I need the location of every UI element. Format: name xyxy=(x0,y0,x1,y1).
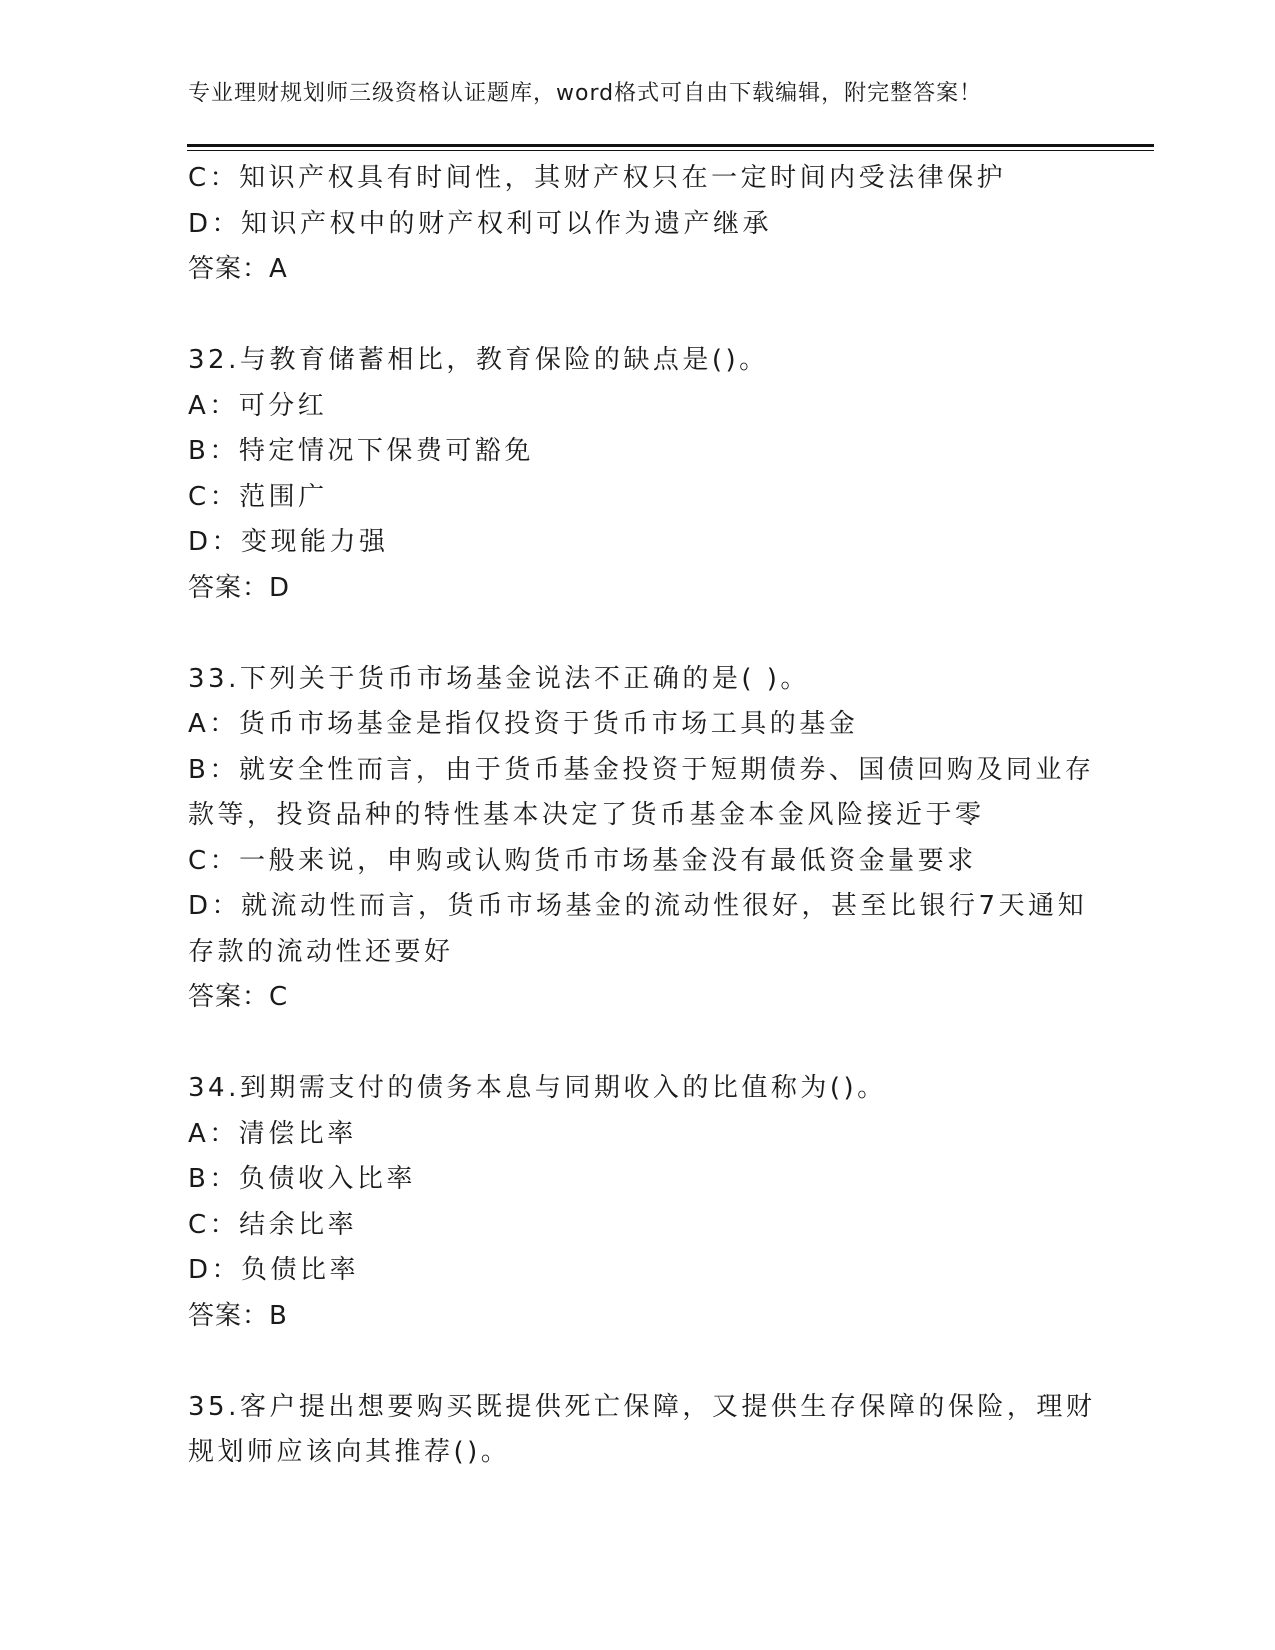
question-content xyxy=(188,156,1096,1476)
option-d: D：知识产权中的财产权利可以作为遗产继承 xyxy=(188,208,773,239)
question-32 xyxy=(188,338,1088,611)
option-b: B：负债收入比率 xyxy=(188,1164,416,1194)
answer-key: D xyxy=(269,572,291,603)
option-c: C：范围广 xyxy=(188,481,328,512)
spacer xyxy=(188,611,1088,657)
option-b: B：就安全性而言，由于货币基金投资于短期债券、国债回购及同业存 xyxy=(188,754,1095,785)
option-d: D：就流动性而言，货币市场基金的流动性很好，甚至比银行7天通知 xyxy=(188,891,1088,921)
option-a: A：货币市场基金是指仅投资于货币市场工具的基金 xyxy=(188,709,859,739)
question-stem: 32.与教育储蓄相比，教育保险的缺点是()。 xyxy=(188,345,769,375)
header-rule-thick xyxy=(187,144,1154,147)
question-35 xyxy=(188,1385,1096,1476)
question-31-continuation xyxy=(188,156,1088,293)
spacer xyxy=(188,1021,1088,1067)
option-d: D：负债比率 xyxy=(188,1255,360,1285)
option-a: A：清偿比率 xyxy=(188,1118,357,1149)
answer-line xyxy=(188,566,1088,612)
answer-key: C xyxy=(269,982,289,1012)
spacer xyxy=(188,1339,1088,1385)
header-rule-thin xyxy=(187,150,1154,151)
question-stem-continued: 规划师应该向其推荐()。 xyxy=(188,1437,511,1467)
option-c: C：结余比率 xyxy=(188,1209,358,1240)
option-d: D：变现能力强 xyxy=(188,527,389,557)
option-c: C：一般来说，申购或认购货币市场基金没有最低资金量要求 xyxy=(188,845,977,876)
option-b: B：特定情况下保费可豁免 xyxy=(188,436,534,466)
answer-line xyxy=(188,975,1088,1021)
spacer xyxy=(188,293,1088,339)
question-34 xyxy=(188,1066,1088,1339)
answer-line xyxy=(188,1294,1088,1340)
option-c: C：知识产权具有时间性，其财产权只在一定时间内受法律保护 xyxy=(188,163,1007,193)
answer-label: 答案： xyxy=(188,1300,270,1331)
option-d-continued: 存款的流动性还要好 xyxy=(188,936,454,967)
question-stem: 34.到期需支付的债务本息与同期收入的比值称为()。 xyxy=(188,1073,887,1103)
answer-key: B xyxy=(269,1300,288,1331)
answer-label: 答案： xyxy=(188,572,270,603)
answer-label: 答案： xyxy=(188,982,270,1012)
question-stem: 35.客户提出想要购买既提供死亡保障，又提供生存保障的保险，理财 xyxy=(188,1391,1096,1422)
answer-key: A xyxy=(269,254,288,284)
question-33 xyxy=(188,657,1095,1021)
page-header: 专业理财规划师三级资格认证题库，word格式可自由下载编辑，附完整答案！ xyxy=(188,81,983,106)
answer-line xyxy=(188,247,1088,293)
question-stem: 33.下列关于货币市场基金说法不正确的是( )。 xyxy=(188,663,810,694)
answer-label: 答案： xyxy=(188,254,270,284)
option-a: A：可分红 xyxy=(188,390,328,421)
option-b-continued: 款等，投资品种的特性基本决定了货币基金本金风险接近于零 xyxy=(188,800,985,830)
